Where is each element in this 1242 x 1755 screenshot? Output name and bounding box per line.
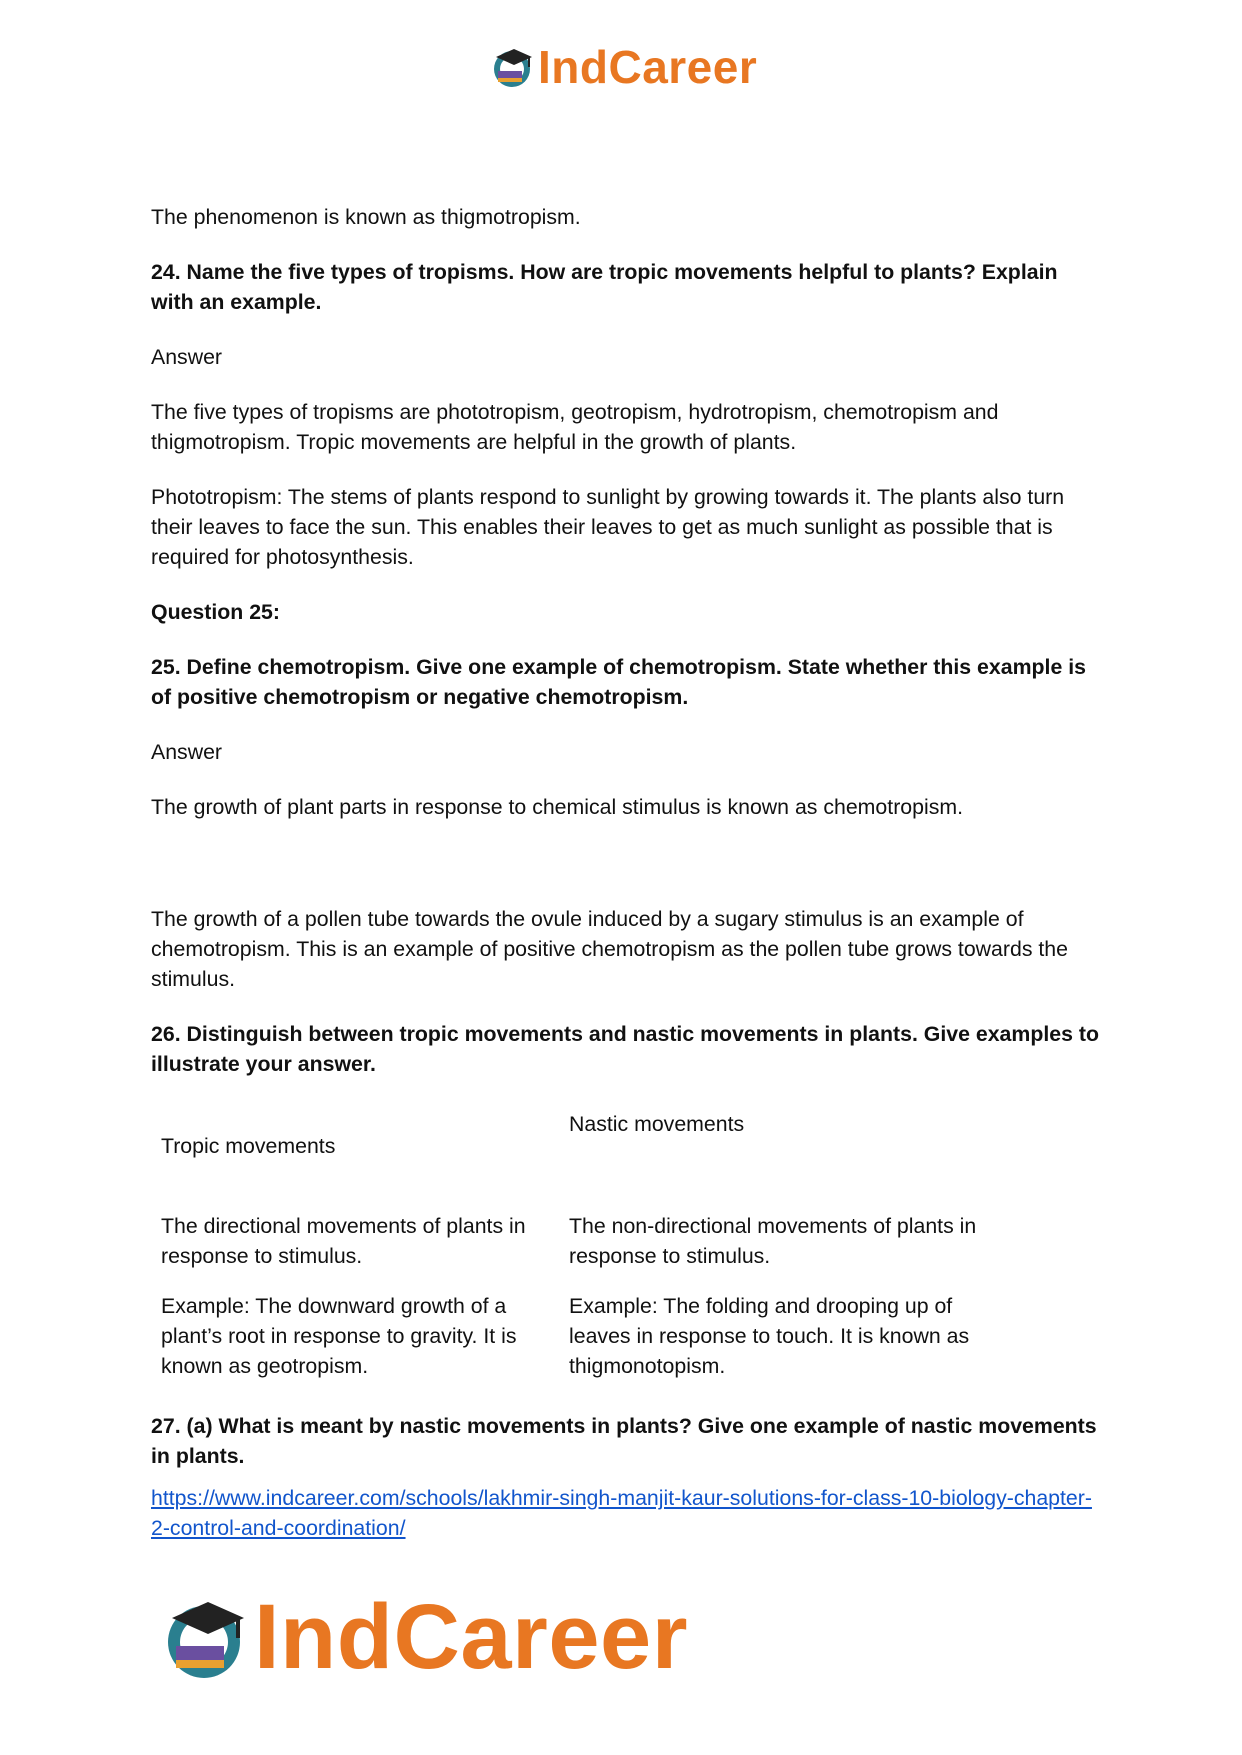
paragraph: The growth of plant parts in response to chemical stimulus is known as chemotropism. <box>151 795 964 819</box>
paragraph: The phenomenon is known as thigmotropism. <box>151 205 581 229</box>
question-25-heading: Question 25: <box>151 600 280 624</box>
table-cell: Example: The folding and drooping up of leaves in response to touch. It is known as thigmonotopism. <box>569 1294 970 1378</box>
header-logo <box>490 40 757 94</box>
table-header-row <box>151 1109 1001 1211</box>
paragraph: The five types of tropisms are phototropism, geotropism, hydrotropism, chemotropism and thigmotropism. Tropic movements are helpful in the growth of plants. <box>151 400 999 454</box>
footer-logo <box>160 1585 688 1690</box>
table-header-cell: Nastic movements <box>569 1112 745 1136</box>
table-row <box>151 1291 1001 1381</box>
table-header-cell: Tropic movements <box>161 1134 336 1158</box>
paragraph: Phototropism: The stems of plants respond to sunlight by growing towards it. The plants also turn their leaves to face the sun. This enables their leaves to get as much sunlight as possible that is required for photosynthesis. <box>151 485 1065 569</box>
question-24: 24. Name the five types of tropisms. How are tropic movements helpful to plants? Explain with an example. <box>151 260 1058 314</box>
table-cell: The non-directional movements of plants in response to stimulus. <box>569 1214 977 1268</box>
question-27: 27. (a) What is meant by nastic movements in plants? Give one example of nastic movements in plants. <box>151 1414 1097 1468</box>
paragraph: The growth of a pollen tube towards the ovule induced by a sugary stimulus is an example of chemotropism. This is an example of positive chemotropism as the pollen tube grows towards the stimulus. <box>151 907 1068 991</box>
question-26: 26. Distinguish between tropic movements and nastic movements in plants. Give examples to illustrate your answer. <box>151 1022 1099 1076</box>
answer-label: Answer <box>151 740 223 764</box>
source-link[interactable]: https://www.indcareer.com/schools/lakhmir-singh-manjit-kaur-solutions-for-class-10-biology-chapter-2-control-and-coordination/ <box>151 1486 1092 1540</box>
graduation-cap-book-icon <box>160 1594 248 1682</box>
comparison-table <box>151 1109 1001 1381</box>
answer-label: Answer <box>151 345 223 369</box>
document-body <box>151 202 1101 1568</box>
graduation-cap-book-icon <box>490 45 534 89</box>
question-25: 25. Define chemotropism. Give one example of chemotropism. State whether this example is of positive chemotropism or negative chemotropism. <box>151 655 1086 709</box>
table-row <box>151 1211 1001 1291</box>
table-cell: The directional movements of plants in response to stimulus. <box>161 1214 526 1268</box>
footer-logo-text: IndCareer <box>254 1586 688 1688</box>
table-cell: Example: The downward growth of a plant’s root in response to gravity. It is known as geotropism. <box>161 1294 517 1378</box>
header-logo-text: IndCareer <box>538 41 758 93</box>
